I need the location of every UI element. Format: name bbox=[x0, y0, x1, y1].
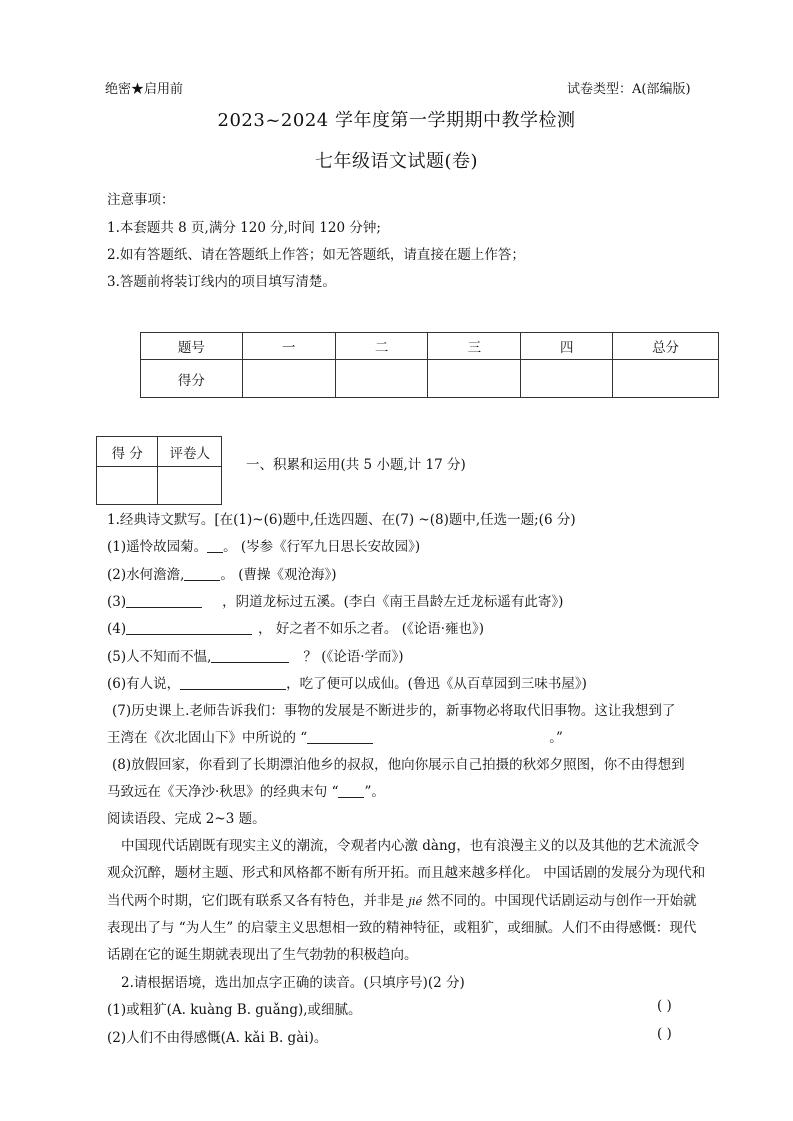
answer-blank[interactable] bbox=[211, 650, 289, 663]
answer-blank[interactable] bbox=[126, 595, 202, 608]
dictation-text: (2)水何澹澹, bbox=[107, 567, 185, 583]
dictation-text: ”。 bbox=[364, 784, 385, 800]
score-table bbox=[140, 332, 719, 398]
score-cell[interactable] bbox=[613, 360, 719, 398]
note-item: 3.答题前将装订线内的项目填写清楚。 bbox=[107, 274, 336, 290]
passage-text: 然不同的。中国现代话剧运动与创作一开始就 bbox=[422, 893, 697, 909]
dictation-text: 。 (曹操《观沧海》) bbox=[220, 567, 337, 583]
answer-blank[interactable] bbox=[184, 568, 220, 581]
dictation-line-2 bbox=[107, 563, 337, 583]
dictation-line-7b bbox=[107, 726, 563, 746]
grader-name-label: 评卷人 bbox=[158, 437, 222, 467]
dictation-text: ？ (《论语·学而》) bbox=[303, 649, 404, 665]
dictation-line-8b bbox=[107, 780, 385, 800]
note-item: 1.本套题共 8 页,满分 120 分,时间 120 分钟; bbox=[107, 220, 381, 236]
score-cell[interactable] bbox=[428, 360, 521, 398]
answer-blank[interactable] bbox=[338, 785, 364, 798]
dictation-line-8a: (8)放假回家，你看到了长期漂泊他乡的叔叔，他向你展示自己拍摄的秋郊夕照图，你不由得想到 bbox=[112, 757, 685, 773]
answer-paren[interactable]: ( ) bbox=[657, 1026, 672, 1042]
exam-subtitle: 七年级语文试题(卷) bbox=[314, 151, 479, 172]
grader-box bbox=[96, 436, 222, 505]
passage-line: 观众沉醉，题材主题、形式和风格都不断有所开拓。而且越来越多样化。 中国话剧的发展分为现代和 bbox=[107, 865, 706, 881]
passage-line: 话剧在它的诞生期就表现出了生气勃勃的积极趋向。 bbox=[107, 947, 418, 963]
dictation-text: ，阴道龙标过五溪。(李白《南王昌龄左迁龙标遥有此寄》) bbox=[222, 594, 564, 610]
dictation-line-7a: (7)历史课上.老师告诉我们：事物的发展是不断进步的，新事物必将取代旧事物。这让我想到了 bbox=[112, 703, 676, 719]
dictation-line-6 bbox=[107, 672, 587, 692]
grader-score-label: 得 分 bbox=[97, 437, 158, 467]
answer-paren[interactable]: ( ) bbox=[657, 998, 672, 1014]
score-cell[interactable] bbox=[242, 360, 335, 398]
dictation-text: (4) bbox=[107, 621, 127, 637]
passage-line bbox=[107, 889, 697, 909]
score-header-cell: 三 bbox=[428, 333, 521, 360]
reading-intro: 阅读语段、完成 2~3 题。 bbox=[107, 811, 266, 827]
dictation-text: 王湾在《次北固山下》中所说的 “ bbox=[107, 730, 308, 746]
passage-line: 表现出了与 “为人生” 的启蒙主义思想相一致的精神特征，或粗犷，或细腻。人们不由得感慨：现代 bbox=[107, 920, 697, 936]
section-title: 一、积累和运用(共 5 小题,计 17 分) bbox=[246, 457, 466, 473]
passage-line: 中国现代话剧既有现实主义的潮流，令观者内心激 dàng，也有浪漫主义的以及其他的艺术流派令 bbox=[121, 838, 700, 854]
dictation-text: (6)有人说， bbox=[107, 676, 181, 692]
dictation-text: 。 (岑参《行军九日思长安故园》) bbox=[223, 539, 421, 555]
score-header-cell: 总分 bbox=[613, 333, 719, 360]
score-header-cell: 二 bbox=[335, 333, 428, 360]
pinyin-text: jié bbox=[408, 894, 423, 908]
question-stem: 2.请根据语境，选出加点字正确的读音。(只填序号)(2 分) bbox=[121, 975, 465, 991]
score-header-cell: 一 bbox=[242, 333, 335, 360]
paper-type-label: 试卷类型：A(部编版) bbox=[567, 82, 691, 97]
dictation-line-1 bbox=[107, 535, 420, 555]
dictation-text: (1)遥怜故园菊。 bbox=[107, 539, 208, 555]
note-item: 2.如有答题纸、请在答题纸上作答；如无答题纸，请直接在题上作答； bbox=[107, 247, 525, 263]
answer-blank[interactable] bbox=[307, 731, 373, 744]
score-header-cell: 四 bbox=[521, 333, 613, 360]
answer-blank[interactable] bbox=[180, 677, 286, 690]
dictation-line-5 bbox=[107, 645, 404, 665]
score-cell[interactable] bbox=[335, 360, 428, 398]
question-option: (1)或粗犷(A. kuàng B. guǎng),或细腻。 bbox=[107, 1002, 362, 1018]
dictation-text: (3) bbox=[107, 594, 127, 610]
score-row-label: 得分 bbox=[141, 360, 243, 398]
dictation-line-3 bbox=[107, 590, 563, 610]
score-header-cell: 题号 bbox=[141, 333, 243, 360]
confidential-label: 绝密★启用前 bbox=[105, 82, 184, 97]
dictation-text: (5)人不知而不愠, bbox=[107, 649, 212, 665]
dictation-text: ，吃了便可以成仙。(鲁迅《从百草园到三味书屋》) bbox=[286, 676, 587, 692]
grader-name-cell[interactable] bbox=[158, 467, 222, 505]
question-stem: 1.经典诗文默写。[在(1)~(6)题中,任选四题、在(7) ~(8)题中,任选一题;(6 分) bbox=[107, 512, 576, 528]
question-option: (2)人们不由得感慨(A. kǎi B. gài)。 bbox=[107, 1030, 328, 1046]
answer-blank[interactable] bbox=[207, 540, 223, 553]
exam-title: 2023~2024 学年度第一学期期中教学检测 bbox=[217, 110, 576, 131]
dictation-line-4 bbox=[107, 617, 484, 637]
score-cell[interactable] bbox=[521, 360, 613, 398]
notes-heading: 注意事项： bbox=[107, 192, 175, 208]
dictation-text: ， 好之者不如乐之者。 (《论语·雍也》) bbox=[258, 621, 485, 637]
dictation-text: 。” bbox=[549, 730, 563, 746]
grader-score-cell[interactable] bbox=[97, 467, 158, 505]
answer-blank[interactable] bbox=[126, 622, 252, 635]
passage-text: 当代两个时期，它们既有联系又各有特色，并非是 bbox=[107, 893, 409, 909]
dictation-text: 马致远在《天净沙·秋思》的经典末句 “ bbox=[107, 784, 339, 800]
